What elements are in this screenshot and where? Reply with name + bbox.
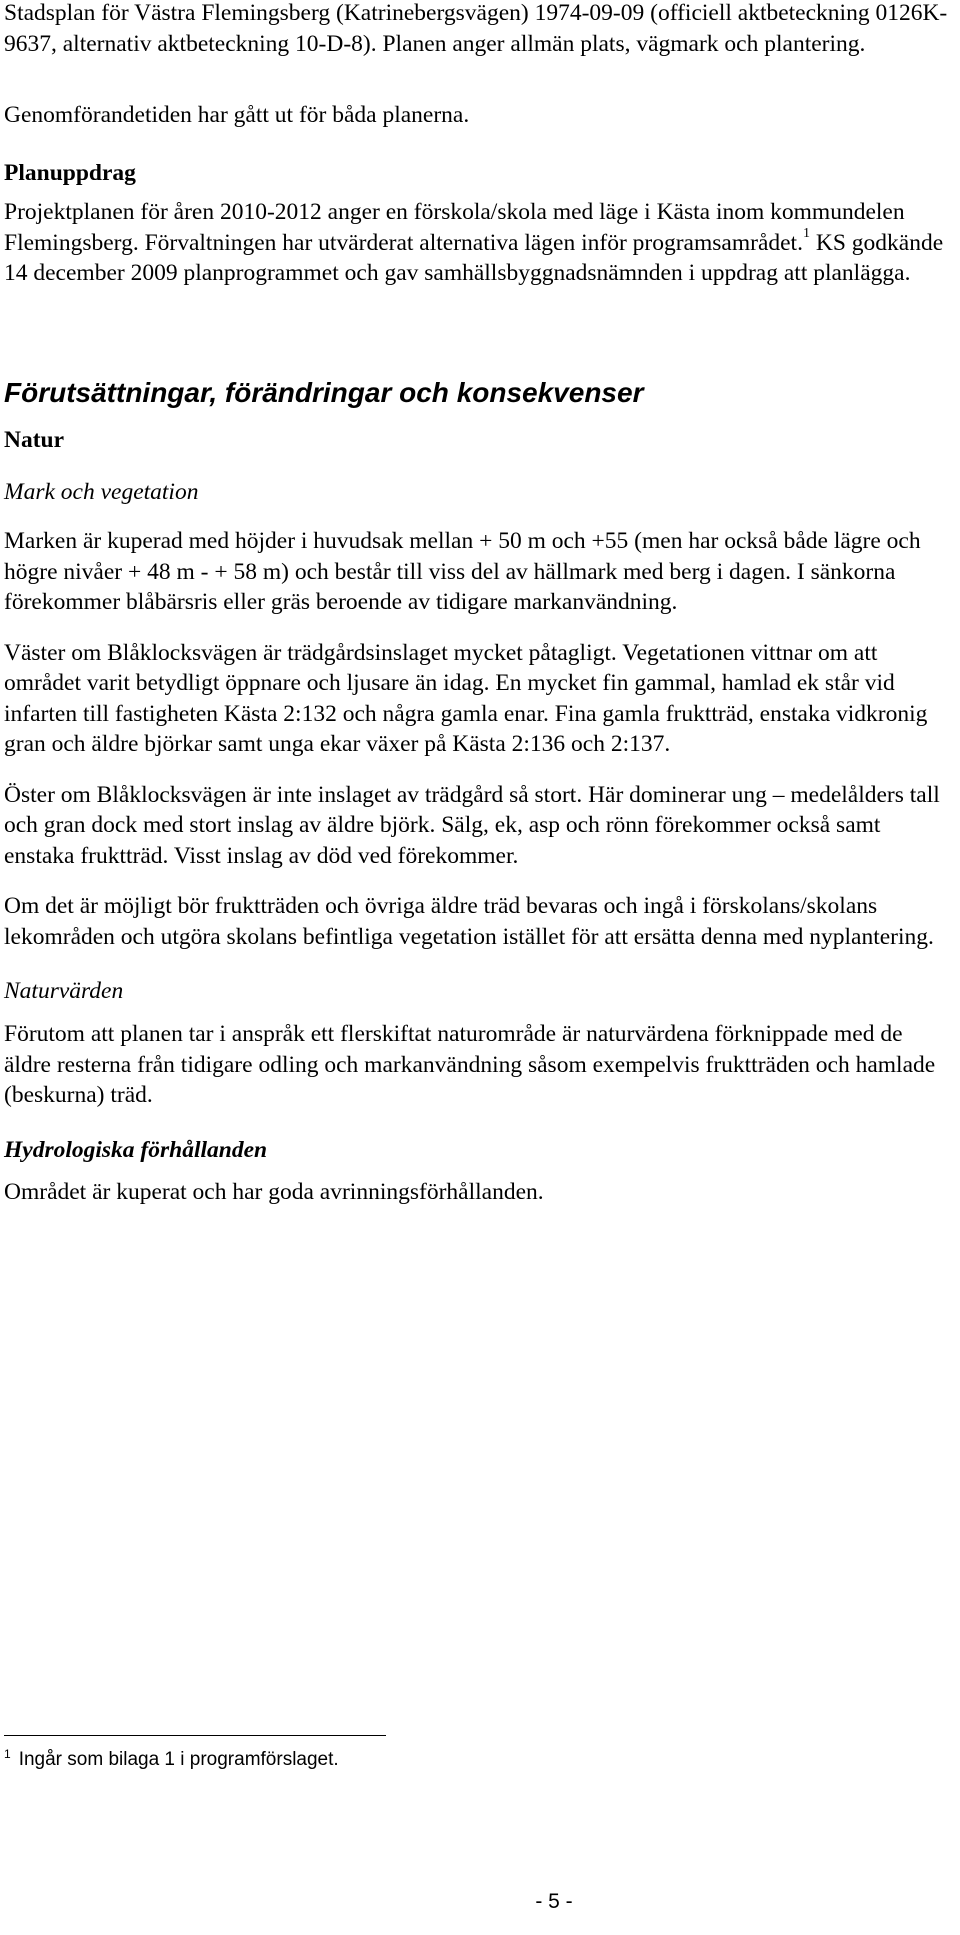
intro-paragraph-plan: Stadsplan för Västra Flemingsberg (Katrinebergsvägen) 1974-09-09 (officiell aktbeteckning 0126K-9637, alternativ aktbeteckning 10-D-8). Planen anger allmän plats, vägmark och plantering. [4, 0, 948, 57]
main-section-heading: Förutsättningar, förändringar och konsekvenser [4, 377, 644, 408]
planuppdrag-heading: Planuppdrag [4, 160, 136, 186]
main-section-heading-wrap [4, 376, 950, 410]
footnote-reference: 1 [802, 225, 810, 241]
intro-paragraph-genomforande: Genomförandetiden har gått ut för båda planerna. [4, 102, 470, 128]
intro-section-2 [4, 100, 950, 131]
footnote-text: Ingår som bilaga 1 i programförslaget. [18, 1749, 339, 1770]
intro-section [4, 0, 950, 59]
hydrologiska-paragraph: Området är kuperat och har goda avrinningsförhållanden. [4, 1178, 544, 1205]
natur-paragraph-2: Väster om Blåklocksvägen är trädgårdsinslaget mycket påtagligt. Vegetationen vittnar om att området varit betydligt öppnare och ljusare än idag. En mycket fin gammal, hamlad ek står vid infarten till fastigheten Kästa 2:132 och några gamla enar. Fina gamla fruktträd, enstaka vidkronig gran och äldre björkar samt unga ekar växer på Kästa 2:136 och 2:137. [4, 639, 928, 757]
natur-heading: Natur [4, 427, 65, 453]
natur-paragraph-3: Öster om Blåklocksvägen är inte inslaget av trädgård så stort. Här dominerar ung – medelålders tall och gran dock med stort inslag av äldre björk. Sälg, ek, asp och rönn förekommer också samt enstaka fruktträd. Visst inslag av död ved förekommer. [4, 781, 940, 869]
planuppdrag-text-before: Projektplanen för åren 2010-2012 anger en förskola/skola med läge i Kästa inom kommundelen Flemingsberg. Förvaltningen har utvärderat alternativa lägen inför programsamrådet. [4, 199, 905, 256]
footnote-separator [4, 1735, 386, 1736]
footnote-mark: 1 [4, 1747, 11, 1761]
mark-vegetation-heading: Mark och vegetation [4, 479, 199, 505]
naturvarden-paragraph: Förutom att planen tar i anspråk ett flerskiftat naturområde är naturvärdena förknippade med de äldre resterna från tidigare odling och markanvändning såsom exempelvis fruktträden och hamlade (beskurna) träd. [4, 1021, 936, 1108]
footnote [4, 1748, 339, 1772]
hydrologiska-heading: Hydrologiska förhållanden [4, 1136, 268, 1163]
page-number: - 5 - [535, 1890, 573, 1913]
natur-paragraph-1: Marken är kuperad med höjder i huvudsak mellan + 50 m och +55 (men har också både lägre och högre nivåer + 48 m - + 58 m) och består till viss del av hällmark med berg i dagen. I sänkorna förekommer blåbärsris eller gräs beroende av tidigare markanvändning. [4, 528, 921, 615]
planuppdrag-paragraph [4, 197, 950, 289]
natur-paragraph-4: Om det är möjligt bör fruktträden och övriga äldre träd bevaras och ingå i förskolans/skolans lekområden och utgöra skolans befintliga vegetation istället för att ersätta denna med nyplantering. [4, 893, 934, 950]
planuppdrag-section [4, 158, 950, 289]
naturvarden-heading: Naturvärden [4, 978, 124, 1004]
natur-section [4, 425, 950, 1207]
planuppdrag-text-after: KS godkände 14 december 2009 planprogrammet och gav samhällsbyggnadsnämnden i uppdrag att planlägga. [4, 229, 944, 286]
